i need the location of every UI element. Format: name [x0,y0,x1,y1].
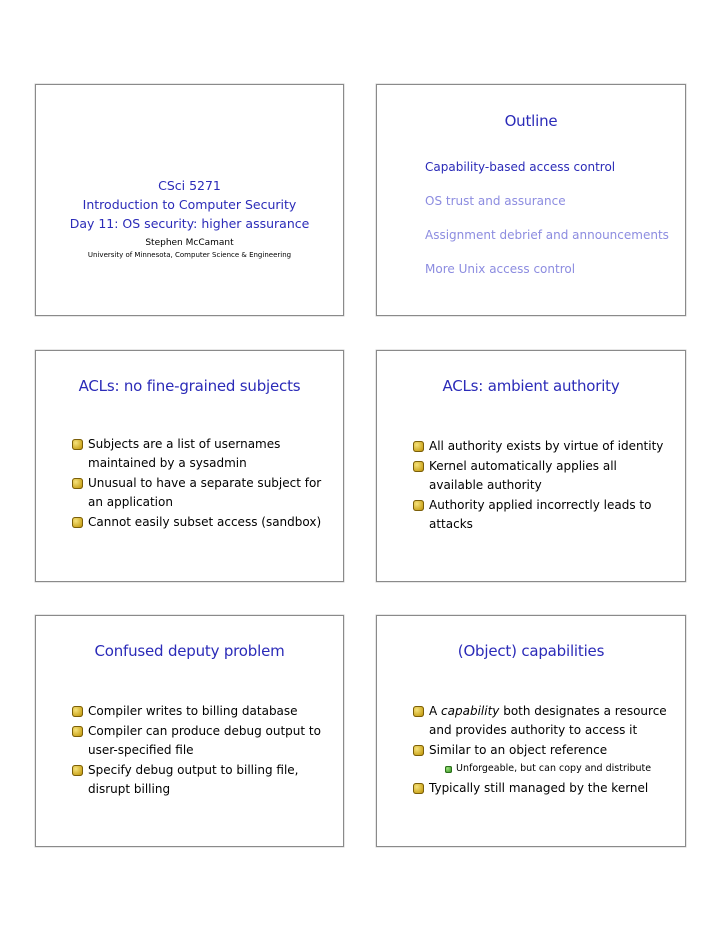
slide-title-acl-subjects: ACLs: no fine-grained subjects [78,377,301,395]
bullet-item: Compiler writes to billing database [72,702,322,721]
affiliation: University of Minnesota, Computer Science & Engineering [87,251,292,259]
gold-square-bullet-icon [72,478,83,489]
slide-title-capabilities: (Object) capabilities [457,642,605,660]
bullet-list [413,437,669,535]
outline-list [425,159,669,295]
bullet-item: Kernel automatically applies all available authority [413,457,669,495]
gold-square-bullet-icon [413,745,424,756]
bullet-item: Cannot easily subset access (sandbox) [72,513,322,532]
outline-item-current: Capability-based access control [425,160,616,174]
bullet-list [413,702,671,799]
bullet-item: Compiler can produce debug output to user-specified file [72,722,322,760]
gold-square-bullet-icon [72,517,83,528]
outline-item: More Unix access control [425,262,576,276]
course-name: Introduction to Computer Security [82,197,297,212]
gold-square-bullet-icon [413,500,424,511]
title-block [36,176,343,261]
slide-title-outline: Outline [504,112,558,130]
gold-square-bullet-icon [72,439,83,450]
bullet-list [72,702,322,800]
slide-title-confused-deputy: Confused deputy problem [94,642,285,660]
gold-square-bullet-icon [413,441,424,452]
bullet-item: Subjects are a list of usernames maintained by a sysadmin [72,435,322,473]
slide-acl-subjects [35,350,344,582]
gold-square-bullet-icon [72,726,83,737]
lecture-title: Day 11: OS security: higher assurance [69,216,310,231]
slide-title-acl-ambient: ACLs: ambient authority [442,377,620,395]
gold-square-bullet-icon [72,765,83,776]
gold-square-bullet-icon [413,783,424,794]
course-number: CSci 5271 [158,178,221,193]
slide-acl-ambient [376,350,686,582]
author-name: Stephen McCamant [145,238,234,248]
outline-item: Assignment debrief and announcements [425,228,669,242]
slide-confused-deputy [35,615,344,847]
slide-object-capabilities [376,615,686,847]
emphasis-capability: capability [441,704,500,718]
bullet-item: A capability both designates a resource and provides authority to access it [413,702,671,740]
green-square-bullet-icon [445,766,452,773]
sub-bullet-list [429,760,671,778]
bullet-list [72,435,322,533]
slide-outline [376,84,686,316]
bullet-item: Similar to an object reference Unforgeable, but can copy and distribute [413,741,671,778]
gold-square-bullet-icon [413,461,424,472]
slide-title [35,84,344,316]
bullet-item: Typically still managed by the kernel [413,779,671,798]
bullet-item: Authority applied incorrectly leads to attacks [413,496,669,534]
outline-item: OS trust and assurance [425,194,566,208]
sub-bullet-item: Unforgeable, but can copy and distribute [445,760,671,778]
gold-square-bullet-icon [413,706,424,717]
bullet-item: Specify debug output to billing file, disrupt billing [72,761,322,799]
gold-square-bullet-icon [72,706,83,717]
bullet-item: Unusual to have a separate subject for an application [72,474,322,512]
bullet-item: All authority exists by virtue of identity [413,437,669,456]
